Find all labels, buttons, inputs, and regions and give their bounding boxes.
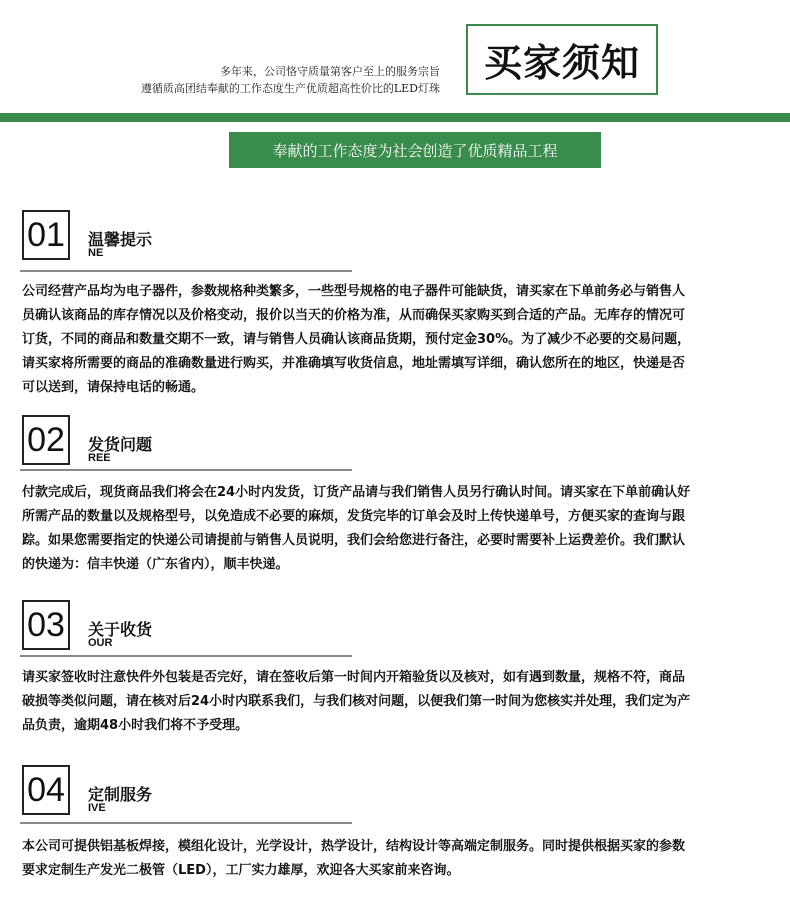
slogan-line-2: 遵循质高团结奉献的工作态度生产优质超高性价比的LED灯珠 xyxy=(140,82,440,95)
body-line: 请买家将所需要的商品的准确数量进行购买，并准确填写收货信息，地址需填写详细，确认您所在的地区，快递是否 xyxy=(22,356,686,371)
section-body xyxy=(22,280,690,400)
body-line: 破损等类似问题，请在核对后24小时内联系我们，与我们核对问题，以便我们第一时间为您核实并处理，我们定为产 xyxy=(22,694,691,709)
section-number: 02 xyxy=(22,415,70,465)
body-line: 本公司可提供铝基板焊接，模组化设计，光学设计，热学设计，结构设计等高端定制服务。同时提供根据买家的参数 xyxy=(22,839,686,854)
body-line: 的快递为：信丰快递（广东省内），顺丰快递。 xyxy=(22,557,289,572)
section-number: 01 xyxy=(22,210,70,260)
banner: 奉献的工作态度为社会创造了优质精品工程 xyxy=(229,132,601,168)
body-line: 员确认该商品的库存情况以及价格变动，报价以当天的价格为准，从而确保买家购买到合适的产品。无库存的情况可 xyxy=(22,308,686,323)
section-rule xyxy=(20,655,352,657)
section-body xyxy=(22,666,690,738)
body-line: 所需产品的数量以及规格型号，以免造成不必要的麻烦，发货完毕的订单会及时上传快递单号，方便买家的查询与跟 xyxy=(22,509,686,524)
body-line: 请买家签收时注意快件外包装是否完好，请在签收后第一时间内开箱验货以及核对，如有遇到数量，规格不符，商品 xyxy=(22,670,686,685)
body-line: 付款完成后，现货商品我们将会在24小时内发货，订货产品请与我们销售人员另行确认时间。请买家在下单前确认好 xyxy=(22,485,691,500)
body-line: 踪。如果您需要指定的快递公司请提前与销售人员说明，我们会给您进行备注，必要时需要补上运费差价。我们默认 xyxy=(22,533,686,548)
section-rule xyxy=(20,469,352,471)
section-title: 关于收货 xyxy=(88,620,153,639)
section-title: 温馨提示 xyxy=(88,230,153,249)
section-rule xyxy=(20,270,352,272)
section-title: 定制服务 xyxy=(88,785,153,804)
body-line: 订货，不同的商品和数量交期不一致，请与销售人员确认该商品货期，预付定金30%。为了减少不必要的交易问题， xyxy=(22,332,691,347)
slogan-line-1: 多年来，公司恪守质量第客户至上的服务宗旨 xyxy=(220,65,440,78)
section-subtitle: REE xyxy=(88,452,111,464)
section-body xyxy=(22,481,690,577)
section-rule xyxy=(20,822,352,824)
page-title: 买家须知 xyxy=(466,24,658,95)
body-line: 可以送到，请保持电话的畅通。 xyxy=(22,380,205,395)
section-subtitle: IVE xyxy=(88,802,106,814)
section-subtitle: NE xyxy=(88,247,104,259)
section-title: 发货问题 xyxy=(88,435,153,454)
section-number: 04 xyxy=(22,765,70,815)
section-body xyxy=(22,835,685,883)
section-subtitle: OUR xyxy=(88,637,113,649)
body-line: 品负责，逾期48小时我们将不予受理。 xyxy=(22,718,249,733)
body-line: 要求定制生产发光二极管（LED），工厂实力雄厚，欢迎各大买家前来咨询。 xyxy=(22,863,460,878)
body-line: 公司经营产品均为电子器件，参数规格种类繁多，一些型号规格的电子器件可能缺货，请买家在下单前务必与销售人 xyxy=(22,284,686,299)
divider-bar xyxy=(0,113,790,122)
section-number: 03 xyxy=(22,600,70,650)
